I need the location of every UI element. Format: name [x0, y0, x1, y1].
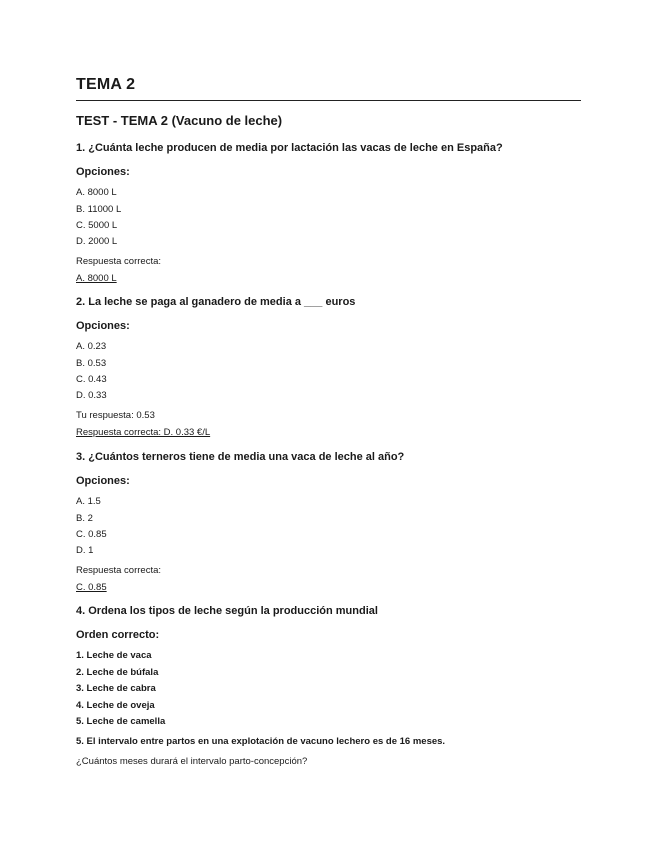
q2-option-d: D. 0.33 [76, 390, 107, 401]
q2-your-answer: Tu respuesta: 0.53 [76, 410, 155, 421]
q4-order-item-2: 2. Leche de búfala [76, 667, 159, 678]
q1-option-d: D. 2000 L [76, 236, 118, 247]
q3-option-d: D. 1 [76, 545, 94, 556]
q4-order-item-4: 4. Leche de oveja [76, 700, 155, 711]
q4-order-label: Orden correcto: [76, 629, 160, 641]
q4-order-item-3: 3. Leche de cabra [76, 683, 156, 694]
q4-question: 4. Ordena los tipos de leche según la producción mundial [76, 605, 378, 617]
q1-question: 1. ¿Cuánta leche producen de media por lactación las vacas de leche en España? [76, 142, 503, 154]
q4-order-item-1: 1. Leche de vaca [76, 650, 152, 661]
q3-option-c: C. 0.85 [76, 529, 107, 540]
q4-order-item-5: 5. Leche de camella [76, 716, 166, 727]
q3-answer-label: Respuesta correcta: [76, 565, 162, 576]
q2-option-b: B. 0.53 [76, 358, 107, 369]
q1-option-b: B. 11000 L [76, 204, 122, 215]
q1-answer-label: Respuesta correcta: [76, 256, 162, 267]
q3-question: 3. ¿Cuántos terneros tiene de media una vaca de leche al año? [76, 451, 405, 463]
q3-correct-answer: C. 0.85 [76, 582, 107, 593]
q1-correct-answer: A. 8000 L [76, 273, 117, 284]
q2-correct-answer: Respuesta correcta: D. 0.33 €/L [76, 427, 211, 438]
q1-option-c: C. 5000 L [76, 220, 118, 231]
page-title: TEMA 2 [76, 76, 136, 93]
title-divider [76, 100, 581, 101]
q3-options-label: Opciones: [76, 475, 130, 487]
q1-options-label: Opciones: [76, 166, 130, 178]
test-title: TEST - TEMA 2 (Vacuno de leche) [76, 113, 283, 128]
q3-option-a: A. 1.5 [76, 496, 101, 507]
q3-option-b: B. 2 [76, 513, 93, 524]
q2-option-c: C. 0.43 [76, 374, 107, 385]
q2-options-label: Opciones: [76, 320, 130, 332]
q5-question: ¿Cuántos meses durará el intervalo parto-concepción? [76, 756, 308, 767]
q5-statement: 5. El intervalo entre partos en una explotación de vacuno lechero es de 16 meses. [76, 736, 446, 747]
q2-option-a: A. 0.23 [76, 341, 107, 352]
q2-question: 2. La leche se paga al ganadero de media a ___ euros [76, 296, 356, 308]
q1-option-a: A. 8000 L [76, 187, 117, 198]
